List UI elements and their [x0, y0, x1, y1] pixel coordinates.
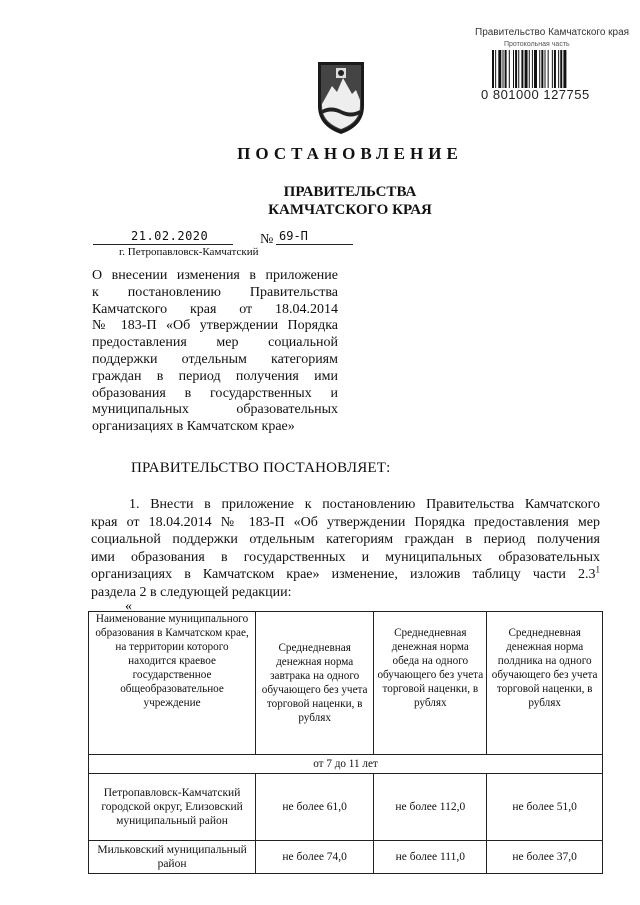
barcode	[492, 50, 614, 88]
subject-line: О внесении изменения в приложение	[92, 268, 338, 283]
subject-line: организациях в Камчатском крае»	[92, 419, 295, 435]
subject-line: граждан в период получения ими	[92, 368, 338, 384]
coat-of-arms-icon	[316, 60, 366, 136]
subject-line: муниципальных образовательных	[92, 402, 338, 418]
document-date: 21.02.2020	[131, 229, 209, 243]
paragraph-line: края от 18.04.2014 № 183-П «Об утверждении Порядка предоставления мер	[91, 514, 600, 530]
header-breakfast: Среднедневная денежная норма завтрака на одного обучающего без учета торговой наценки, в рублях	[256, 612, 374, 755]
document-number: 69-П	[279, 229, 308, 243]
cell-breakfast: не более 74,0	[256, 841, 374, 874]
number-label: №	[260, 232, 274, 247]
table-row	[89, 841, 603, 874]
document-title: ПОСТАНОВЛЕНИЕ	[237, 144, 463, 163]
subject-line: к постановлению Правительства	[92, 284, 338, 300]
stamp-organization: Правительство Камчатского края	[475, 27, 630, 38]
subject-line: образования в государственных и	[92, 385, 338, 401]
paragraph-line-text: организациях в Камчатском крае» изменение, изложив таблицу части 2.3	[91, 567, 596, 582]
table-row	[89, 774, 603, 841]
paragraph-1	[91, 496, 600, 601]
opening-quote: «	[125, 599, 132, 614]
paragraph-line: социальной поддержки отдельным категориям граждан в период получения	[91, 532, 600, 547]
header-lunch: Среднедневная денежная норма обеда на одного обучающего без учета торговой наценки, в рублях	[374, 612, 487, 755]
cell-region: Мильковский муниципальный район	[89, 841, 256, 874]
number-underline	[276, 244, 353, 245]
cell-snack: не более 37,0	[487, 841, 603, 874]
subject-line: Камчатского края от 18.04.2014	[92, 301, 338, 317]
document-subject	[92, 268, 338, 436]
table-header-row	[89, 612, 603, 755]
subject-line: поддержки отдельным категориям	[92, 351, 338, 367]
cell-lunch: не более 111,0	[374, 841, 487, 874]
cell-breakfast: не более 61,0	[256, 774, 374, 841]
paragraph-line: ими образования в государственных и муниципальных образовательных	[91, 549, 600, 565]
header-snack: Среднедневная денежная норма полдника на одного обучающего без учета торговой наценки, в рублях	[487, 612, 603, 755]
paragraph-line: 1. Внести в приложение к постановлению Правительства Камчатского	[129, 497, 600, 512]
paragraph-line	[91, 566, 600, 584]
barcode-number: 0 801000 127755	[481, 87, 590, 102]
decree-statement: ПРАВИТЕЛЬСТВО ПОСТАНОВЛЯЕТ:	[131, 460, 391, 476]
header-region: Наименование муниципального образования в Камчатском крае, на территории которого находится краевое государственное общеобразовательное учреждение	[89, 612, 256, 755]
government-line-2: КАМЧАТСКОГО КРАЯ	[268, 202, 432, 218]
government-name	[0, 183, 640, 219]
cell-region: Петропавловск-Камчатский городской округ, Елизовский муниципальный район	[89, 774, 256, 841]
nutrition-norms-table	[88, 611, 603, 874]
cell-snack: не более 51,0	[487, 774, 603, 841]
cell-lunch: не более 112,0	[374, 774, 487, 841]
superscript: 1	[595, 564, 600, 575]
age-group: от 7 до 11 лет	[89, 755, 603, 774]
paragraph-line: раздела 2 в следующей редакции:	[91, 584, 292, 600]
government-line-1: ПРАВИТЕЛЬСТВА	[283, 184, 417, 200]
stamp-part: Протокольная часть	[504, 41, 570, 48]
city: г. Петропавловск-Камчатский	[119, 246, 259, 258]
subject-line: предоставления мер социальной	[92, 335, 338, 351]
subject-line: № 183-П «Об утверждении Порядка	[92, 318, 338, 334]
date-underline	[93, 244, 233, 245]
age-group-row	[89, 755, 603, 774]
